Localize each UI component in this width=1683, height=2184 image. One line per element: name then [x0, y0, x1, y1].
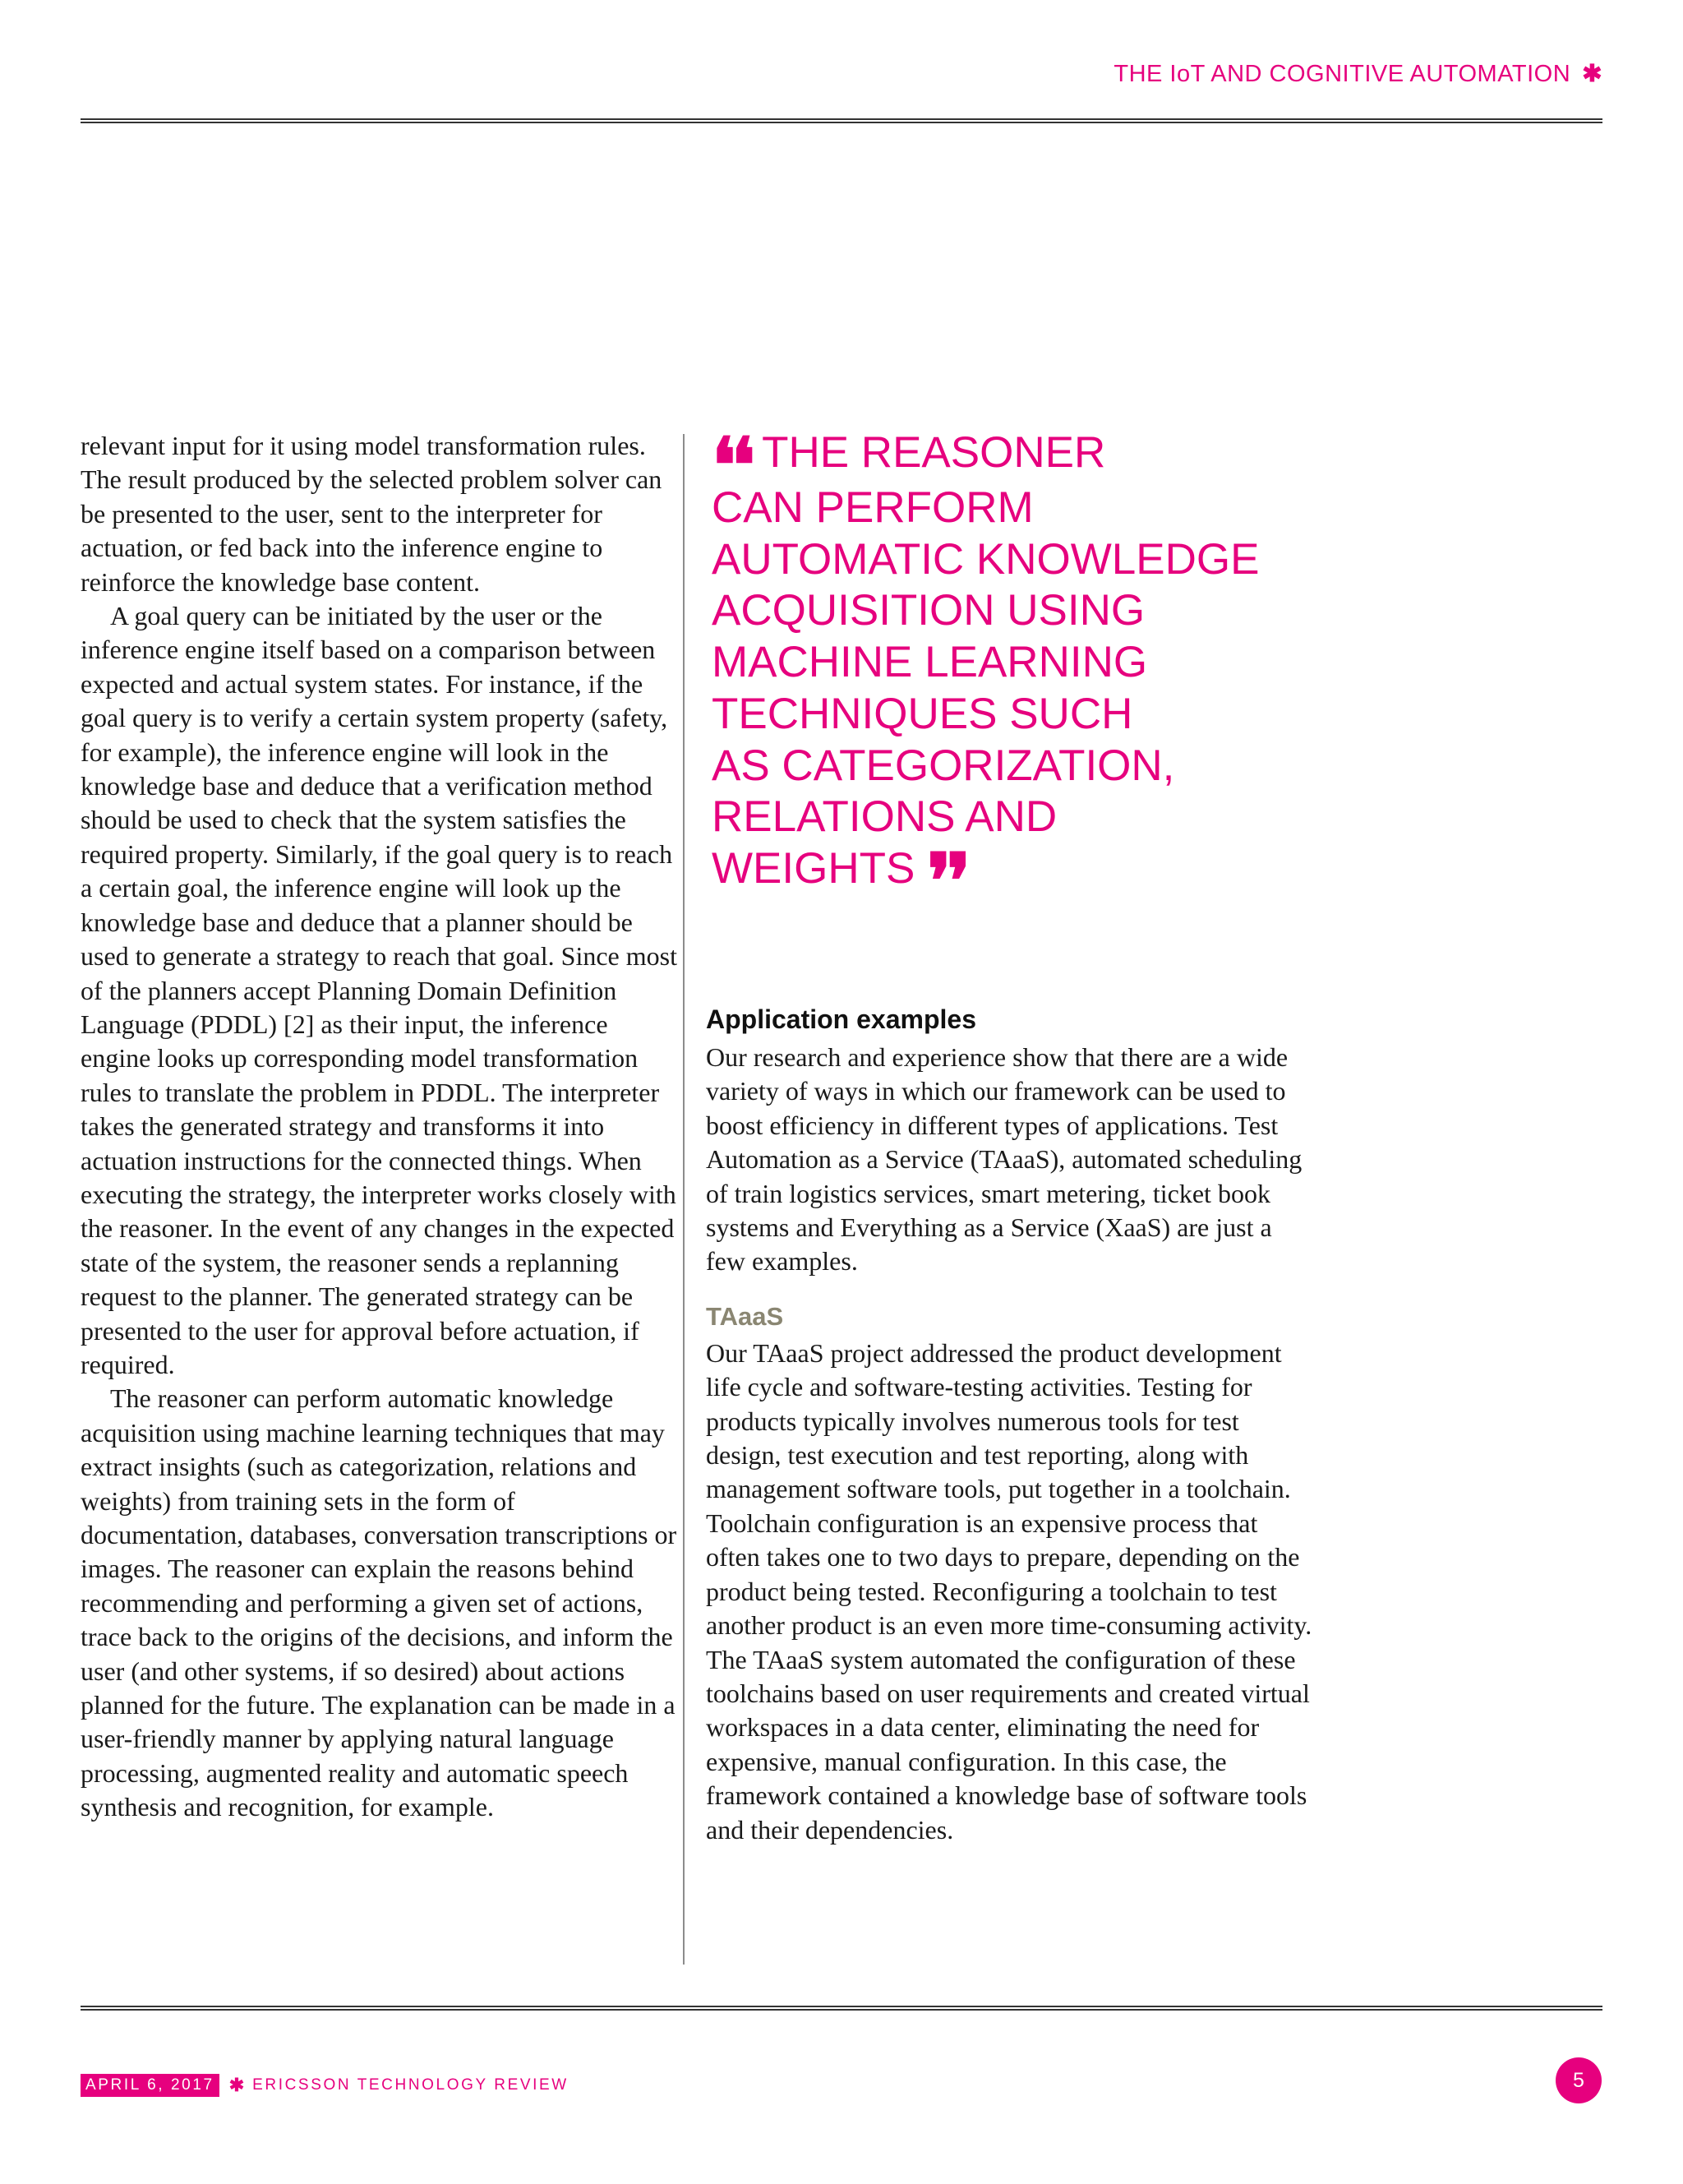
pull-quote-line: AUTOMATIC KNOWLEDGE: [712, 534, 1260, 584]
taas-paragraph: Our TAaaS project addressed the product development life cycle and software-testing activities. Testing for products typically involves numerous tools for test design, test execution and test reporting, along with management software tools, put together in a toolchain. Toolchain configuration is an expensive process that often takes one to two days to prepare, depending on the product being tested. Reconfiguring a toolchain to test another product is an even more time-consuming activity. The TAaaS system automated the configuration of these toolchains based on user requirements and created virtual workspaces in a data center, eliminating the need for expensive, manual configuration. In this case, the framework contained a knowledge base of software tools and their dependencies.: [706, 1337, 1312, 1845]
pull-quote-text: THE REASONER: [762, 428, 1106, 477]
running-header: [1114, 59, 1602, 88]
asterisk-icon: ✱: [228, 2075, 245, 2095]
page-number-badge: 5: [1556, 2057, 1602, 2103]
application-examples-paragraph: Our research and experience show that there are a wide variety of ways in which our framework can be used to boost efficiency in different types of applications. Test Automation as a Service (TAaaS), automated scheduling of train logistics services, smart metering, ticket book systems and Everything as a Service (XaaS) are just a few examples.: [706, 1042, 1303, 1277]
column-divider: [683, 434, 685, 1965]
left-paragraph-2: A goal query can be initiated by the user or the inference engine itself based on a comparison between expected and actual system states. For instance, if the goal query is to verify a certain system property (safety, for example), the inference engine will look in the knowledge base and deduce that a verification method should be used to check that the system satisfies the required property. Similarly, if the goal query is to reach a certain goal, the inference engine will look up the knowledge base and deduce that a planner should be used to generate a strategy to reach that goal. Since most of the planners accept Planning Domain Definition Language (PDDL) [2] as their input, the inference engine looks up corresponding model transformation rules to translate the problem in PDDL. The interpreter takes the generated strategy and transforms it into actuation instructions for the connected things. When executing the strategy, the interpreter works closely with the reasoner. In the event of any changes in the expected state of the system, the reasoner sends a replanning request to the planner. The generated strategy can be presented to the user for approval before actuation, if required.: [81, 601, 677, 1379]
open-quote-icon: ❛❛: [712, 424, 751, 508]
pull-quote-line: RELATIONS AND: [712, 792, 1058, 842]
left-paragraph-1: relevant input for it using model transformation rules. The result produced by the selected problem solver can be presented to the user, sent to the interpreter for actuation, or fed back into the inference engine to reinforce the knowledge base content.: [81, 431, 662, 597]
pull-quote: [712, 424, 1336, 924]
footer-publication: ERICSSON TECHNOLOGY REVIEW: [252, 2076, 569, 2094]
footer-date-badge: APRIL 6, 2017: [81, 2074, 219, 2097]
left-column: [81, 429, 680, 1825]
pull-quote-line: [712, 839, 1336, 924]
pull-quote-line: AS CATEGORIZATION,: [712, 741, 1175, 790]
footer-rule: [81, 2006, 1602, 2011]
section-heading-taas: TAaaS: [706, 1301, 784, 1331]
section-heading-application-examples: Application examples: [706, 1004, 976, 1034]
asterisk-icon: ✱: [1582, 61, 1602, 87]
running-header-text: THE IoT AND COGNITIVE AUTOMATION: [1114, 61, 1571, 87]
right-column: [706, 1000, 1314, 1847]
pull-quote-line: TECHNIQUES SUCH: [712, 689, 1133, 738]
left-paragraph-3: The reasoner can perform automatic knowledge acquisition using machine learning techniques that may extract insights (such as categorization, relations and weights) from training sets in the form of documentation, databases, conversation transcriptions or images. The reasoner can explain the reasons behind recommending and performing a given set of actions, trace back to the origins of the decisions, and inform the user (and other systems, if so desired) about actions planned for the future. The explanation can be made in a user-friendly manner by applying natural language processing, augmented reality and automatic speech synthesis and recognition, for example.: [81, 1383, 677, 1822]
header-rule: [81, 118, 1602, 123]
pull-quote-line: ACQUISITION USING: [712, 586, 1146, 635]
footer: [81, 2074, 569, 2097]
close-quote-icon: ❜❜: [927, 839, 966, 924]
pull-quote-line: CAN PERFORM: [712, 483, 1034, 532]
pull-quote-line: MACHINE LEARNING: [712, 638, 1148, 687]
pull-quote-text: WEIGHTS: [712, 843, 915, 893]
